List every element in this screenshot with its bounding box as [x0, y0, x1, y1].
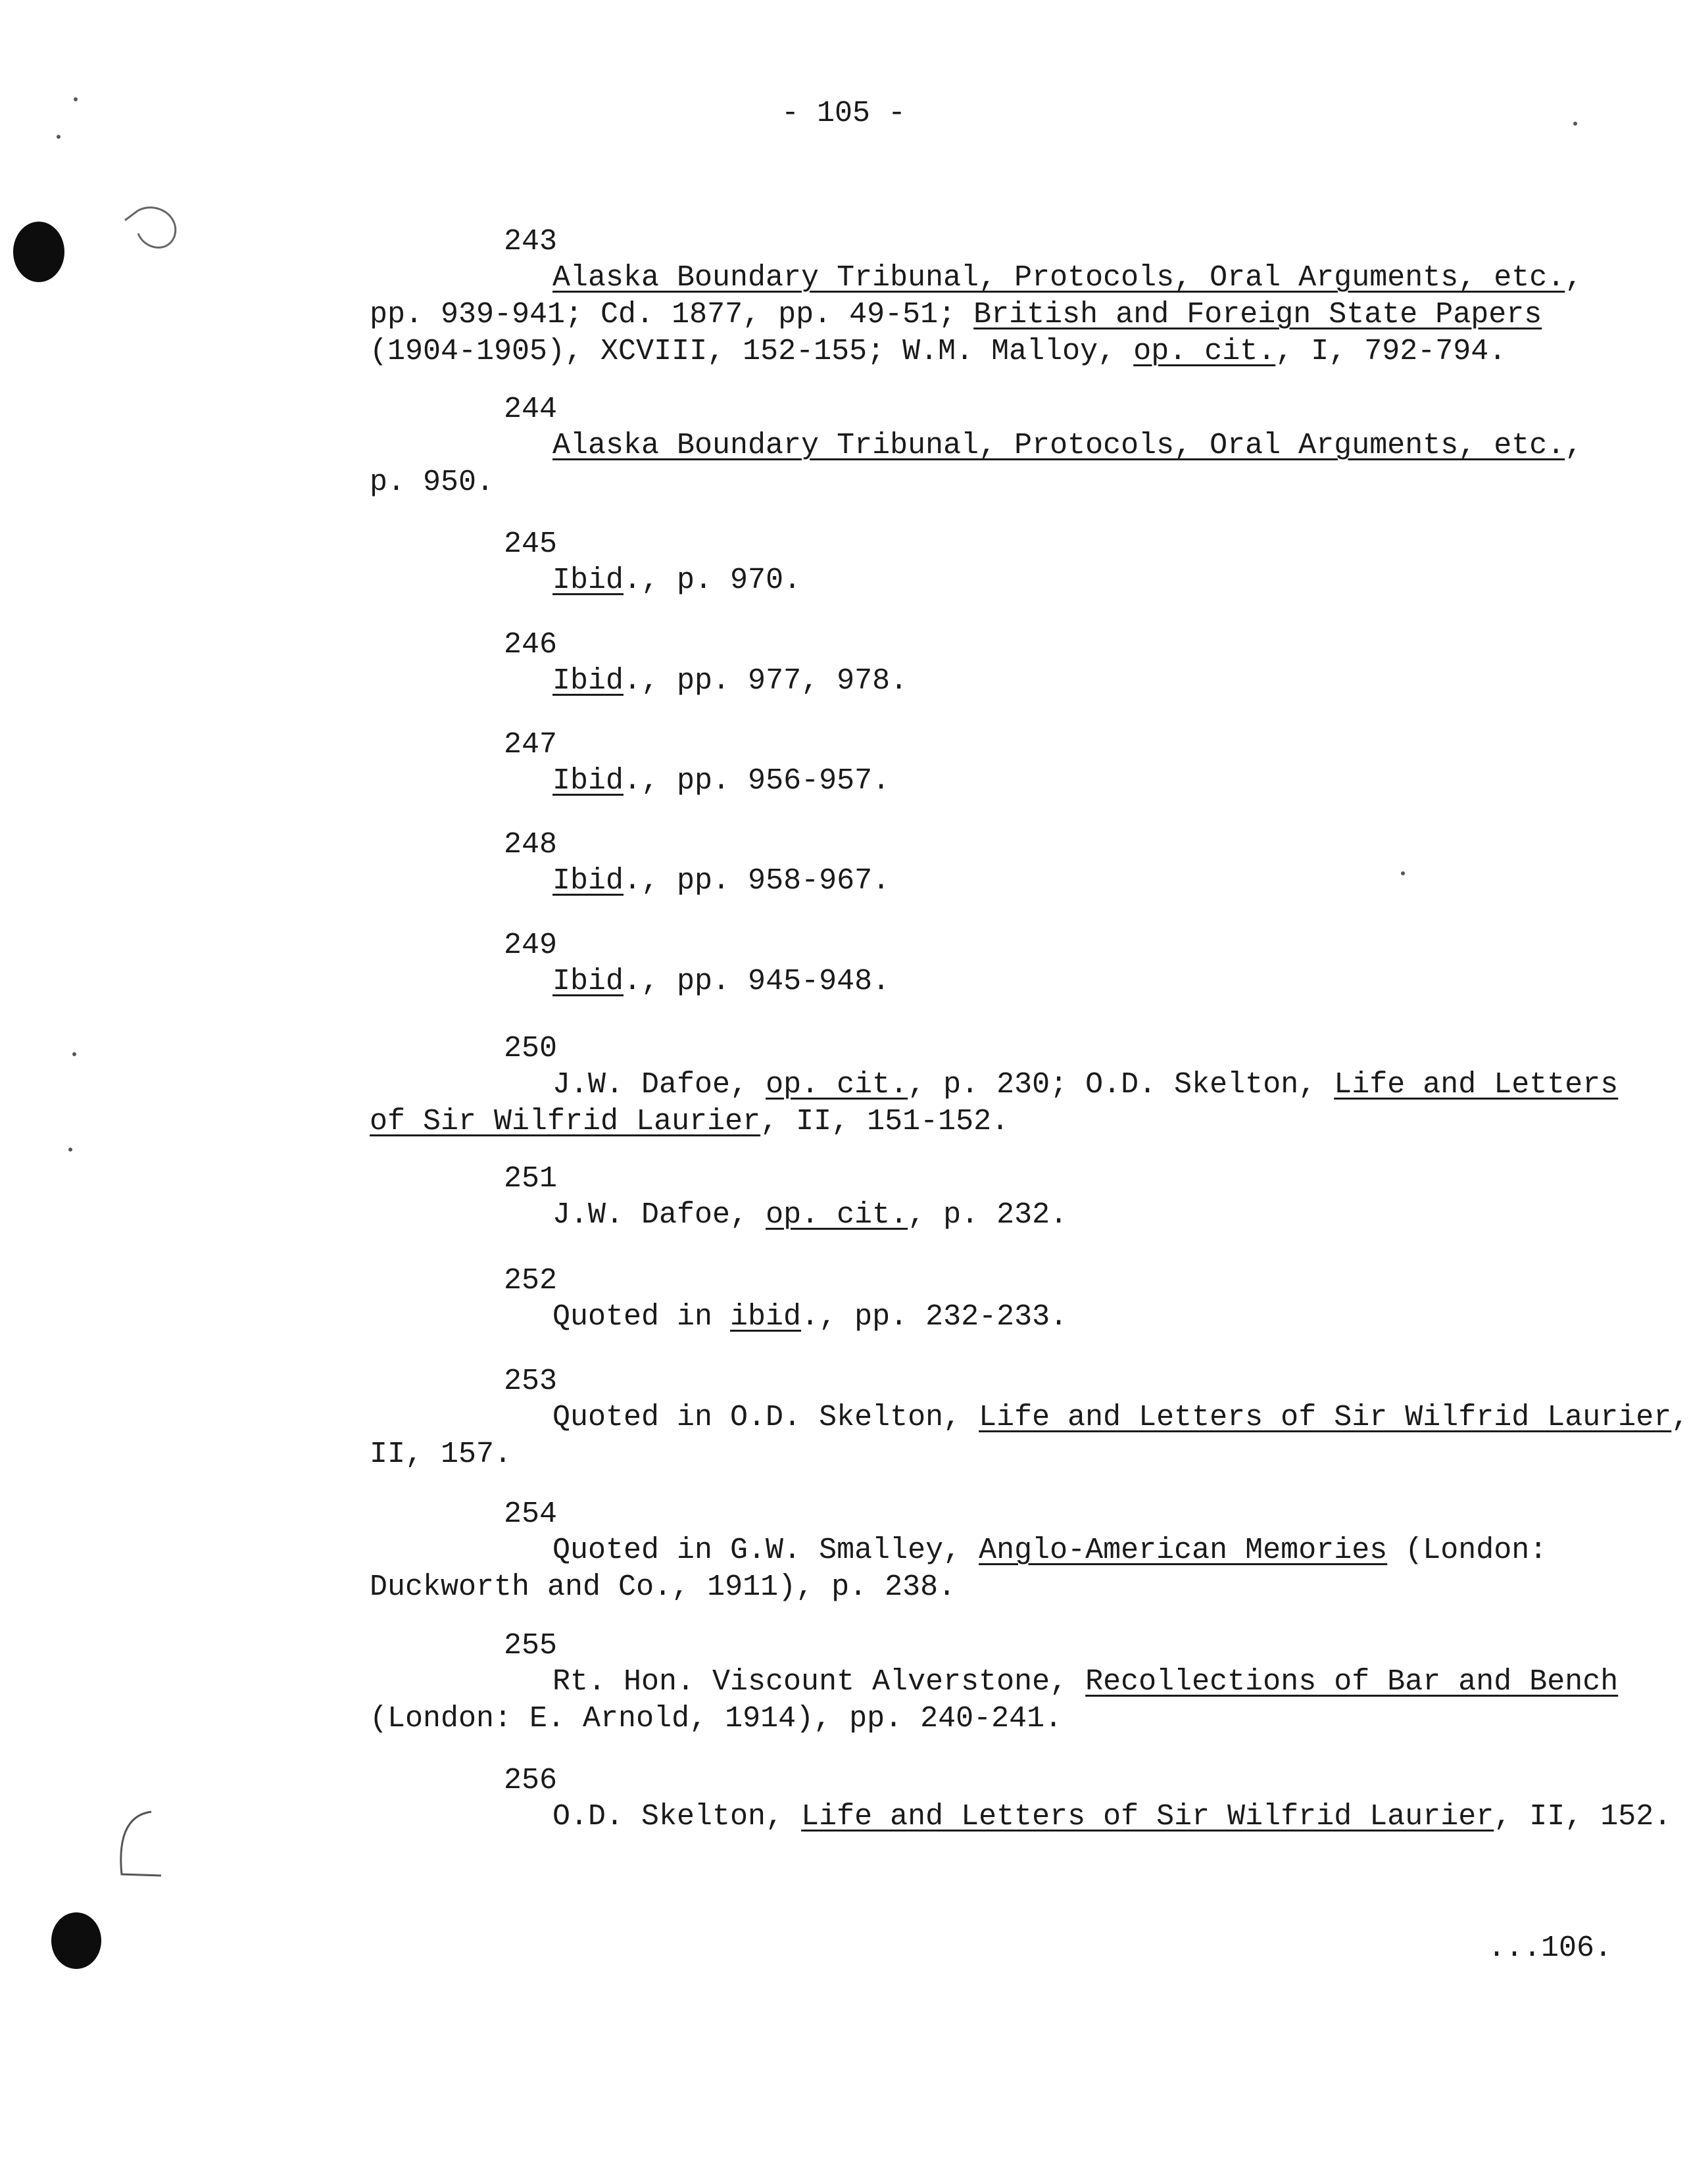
text-run: (London:: [1387, 1534, 1548, 1567]
text-run: ., pp. 945-948.: [624, 965, 891, 998]
text-run: , p. 232.: [908, 1198, 1068, 1232]
underlined-title: Ibid: [552, 764, 624, 798]
scan-speck: [68, 1148, 72, 1152]
footnote-number: 246: [504, 628, 558, 662]
punch-hole-bottom: [51, 1912, 101, 1969]
footnote-line: [370, 1572, 956, 1602]
footnote-line: [370, 1440, 512, 1469]
footnote-line: [370, 337, 1506, 366]
footnote-line: [370, 468, 494, 497]
scan-speck: [72, 1052, 76, 1056]
text-run: J.W. Dafoe,: [552, 1068, 766, 1102]
scan-speck: [57, 135, 61, 139]
footnote-line: [552, 866, 890, 896]
underlined-title: Life and Letters of Sir Wilfrid Laurier: [979, 1401, 1672, 1434]
pencil-mark-top: [118, 197, 191, 256]
footnote-number: 250: [504, 1032, 558, 1065]
text-run: O.D. Skelton,: [552, 1800, 802, 1833]
footnote-line: [552, 1403, 1689, 1432]
underlined-title: op. cit.: [1133, 335, 1276, 368]
footnote-number: 253: [504, 1365, 558, 1398]
underlined-title: Life and Letters: [1334, 1068, 1619, 1102]
text-run: II, 157.: [370, 1438, 512, 1471]
footnote-number: 247: [504, 728, 558, 762]
scan-speck: [1573, 122, 1577, 126]
pencil-mark-bottom: [99, 1802, 171, 1887]
footnote-line: [552, 666, 908, 696]
underlined-title: Recollections of Bar and Bench: [1085, 1665, 1619, 1699]
text-run: ,: [1565, 261, 1583, 295]
text-run: ., pp. 958-967.: [624, 864, 891, 898]
footnote-line: [552, 1667, 1618, 1697]
text-run: , II, 151-152.: [760, 1105, 1010, 1138]
text-run: Rt. Hon. Viscount Alverstone,: [552, 1665, 1086, 1699]
footnote-line: [370, 1107, 1009, 1136]
footnote-number: 243: [504, 225, 558, 258]
footnote-line: [552, 1802, 1671, 1832]
underlined-title: Anglo-American Memories: [979, 1534, 1388, 1567]
text-run: ,: [1565, 429, 1583, 462]
text-run: (1904-1905), XCVIII, 152-155; W.M. Malloy,: [370, 335, 1134, 368]
underlined-title: Ibid: [552, 965, 624, 998]
footnote-line: [552, 766, 890, 796]
underlined-title: Alaska Boundary Tribunal, Protocols, Oral Arguments, etc.: [552, 261, 1565, 295]
footnote-line: [552, 1070, 1618, 1100]
footnote-line: [552, 431, 1582, 460]
footnote-number: 255: [504, 1629, 558, 1662]
footnote-number: 251: [504, 1162, 558, 1196]
text-run: J.W. Dafoe,: [552, 1198, 766, 1232]
text-run: p. 950.: [370, 466, 495, 499]
text-run: ,: [1671, 1401, 1689, 1434]
text-run: Quoted in G.W. Smalley,: [552, 1534, 979, 1567]
text-run: , I, 792-794.: [1275, 335, 1507, 368]
text-run: Quoted in O.D. Skelton,: [552, 1401, 979, 1434]
text-run: Duckworth and Co., 1911), p. 238.: [370, 1570, 956, 1604]
page-number: - 105 -: [781, 97, 906, 130]
underlined-title: op. cit.: [766, 1198, 908, 1232]
text-run: ., p. 970.: [624, 564, 802, 597]
footnote-number: 252: [504, 1264, 558, 1298]
footnote-number: 249: [504, 929, 558, 962]
footnote-number: 254: [504, 1497, 558, 1531]
scan-speck: [74, 97, 78, 101]
footnote-line: [552, 1536, 1547, 1565]
scan-speck: [1401, 871, 1405, 875]
footnote-number: 248: [504, 828, 558, 861]
underlined-title: Ibid: [552, 864, 624, 898]
underlined-title: op. cit.: [766, 1068, 908, 1102]
text-run: , p. 230; O.D. Skelton,: [908, 1068, 1334, 1102]
text-run: (London: E. Arnold, 1914), pp. 240-241.: [370, 1702, 1063, 1735]
underlined-title: Life and Letters of Sir Wilfrid Laurier: [801, 1800, 1494, 1833]
footnote-line: [552, 566, 801, 595]
text-run: ., pp. 232-233.: [801, 1300, 1068, 1334]
text-run: Quoted in: [552, 1300, 731, 1334]
footnote-line: [552, 263, 1582, 293]
footnote-line: [370, 1704, 1062, 1734]
footnote-line: [552, 967, 890, 996]
footnote-number: 256: [504, 1764, 558, 1797]
footnote-number: 244: [504, 393, 558, 426]
footnote-line: [370, 300, 1542, 329]
underlined-title: Alaska Boundary Tribunal, Protocols, Oral Arguments, etc.: [552, 429, 1565, 462]
underlined-title: Ibid: [552, 664, 624, 698]
text-run: , II, 152.: [1494, 1800, 1672, 1833]
footnote-line: [552, 1200, 1067, 1230]
underlined-title: Ibid: [552, 564, 624, 597]
underlined-title: of Sir Wilfrid Laurier: [370, 1105, 761, 1138]
underlined-title: ibid: [730, 1300, 802, 1334]
text-run: pp. 939-941; Cd. 1877, pp. 49-51;: [370, 298, 974, 331]
text-run: ., pp. 956-957.: [624, 764, 891, 798]
text-run: ., pp. 977, 978.: [624, 664, 908, 698]
footnote-number: 245: [504, 527, 558, 561]
punch-hole-top: [13, 222, 64, 282]
underlined-title: British and Foreign State Papers: [973, 298, 1542, 331]
footnote-line: [552, 1302, 1067, 1332]
continuation-marker: ...106.: [1488, 1931, 1613, 1965]
